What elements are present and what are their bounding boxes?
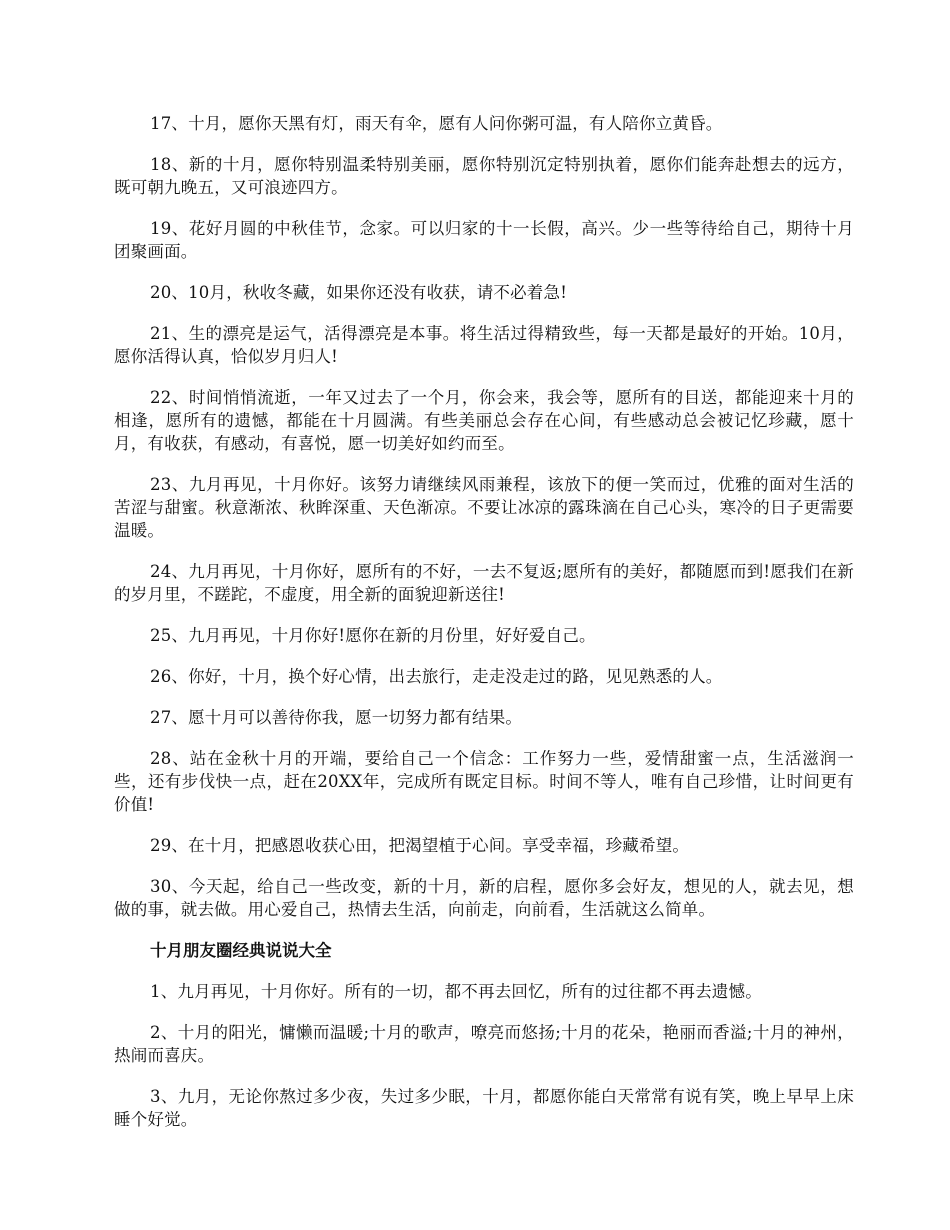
paragraph-20: 20、10月，秋收冬藏，如果你还没有收获，请不必着急! bbox=[150, 283, 568, 302]
paragraph-26: 26、你好，十月，换个好心情，出去旅行，走走没走过的路，见见熟悉的人。 bbox=[150, 667, 723, 686]
paragraph-b-3: 3、九月，无论你熬过多少夜，失过多少眠，十月，都愿你能白天常常有说有笑，晚上早早上床睡个好觉。 bbox=[114, 1087, 854, 1129]
paragraph-22: 22、时间悄悄流逝，一年又过去了一个月，你会来，我会等，愿所有的目送，都能迎来十月的相逢，愿所有的遗憾，都能在十月圆满。有些美丽总会存在心间，有些感动总会被记忆珍藏，愿十月，有收获，有感动，有喜悦，愿一切美好如约而至。 bbox=[114, 388, 854, 453]
paragraph-21: 21、生的漂亮是运气，活得漂亮是本事。将生活过得精致些，每一天都是最好的开始。10月，愿你活得认真，恰似岁月归人! bbox=[114, 324, 854, 366]
paragraph-b-2: 2、十月的阳光，慵懒而温暖;十月的歌声，嘹亮而悠扬;十月的花朵，艳丽而香溢;十月的神州，热闹而喜庆。 bbox=[114, 1023, 854, 1065]
paragraph-17: 17、十月，愿你天黑有灯，雨天有伞，愿有人问你粥可温，有人陪你立黄昏。 bbox=[150, 114, 723, 133]
paragraph-25: 25、九月再见，十月你好!愿你在新的月份里，好好爱自己。 bbox=[150, 626, 596, 645]
section-heading: 十月朋友圈经典说说大全 bbox=[150, 941, 332, 960]
paragraph-b-1: 1、九月再见，十月你好。所有的一切，都不再去回忆，所有的过往都不再去遗憾。 bbox=[150, 982, 762, 1001]
paragraph-18: 18、新的十月，愿你特别温柔特别美丽，愿你特别沉定特别执着，愿你们能奔赴想去的远方，既可朝九晚五，又可浪迹四方。 bbox=[114, 155, 854, 197]
paragraph-19: 19、花好月圆的中秋佳节，念家。可以归家的十一长假，高兴。少一些等待给自己，期待十月团聚画面。 bbox=[114, 219, 854, 261]
paragraph-29: 29、在十月，把感恩收获心田，把渴望植于心间。享受幸福，珍藏希望。 bbox=[150, 836, 690, 855]
document-body bbox=[114, 112, 854, 1149]
paragraph-23: 23、九月再见，十月你好。该努力请继续风雨兼程，该放下的便一笑而过，优雅的面对生活的苦涩与甜蜜。秋意渐浓、秋眸深重、天色渐凉。不要让冰凉的露珠滴在自己心头，寒冷的日子更需要温暖。 bbox=[114, 475, 854, 540]
paragraph-28: 28、站在金秋十月的开端，要给自己一个信念：工作努力一些，爱情甜蜜一点，生活滋润一些，还有步伐快一点，赶在20XX年，完成所有既定目标。时间不等人，唯有自己珍惜，让时间更有价值! bbox=[114, 749, 854, 814]
paragraph-30: 30、今天起，给自己一些改变，新的十月，新的启程，愿你多会好友，想见的人，就去见，想做的事，就去做。用心爱自己，热情去生活，向前走，向前看，生活就这么简单。 bbox=[114, 877, 854, 919]
paragraph-27: 27、愿十月可以善待你我，愿一切努力都有结果。 bbox=[150, 708, 523, 727]
paragraph-24: 24、九月再见，十月你好，愿所有的不好，一去不复返;愿所有的美好，都随愿而到!愿我们在新的岁月里，不蹉跎，不虚度，用全新的面貌迎新送往! bbox=[114, 562, 854, 604]
